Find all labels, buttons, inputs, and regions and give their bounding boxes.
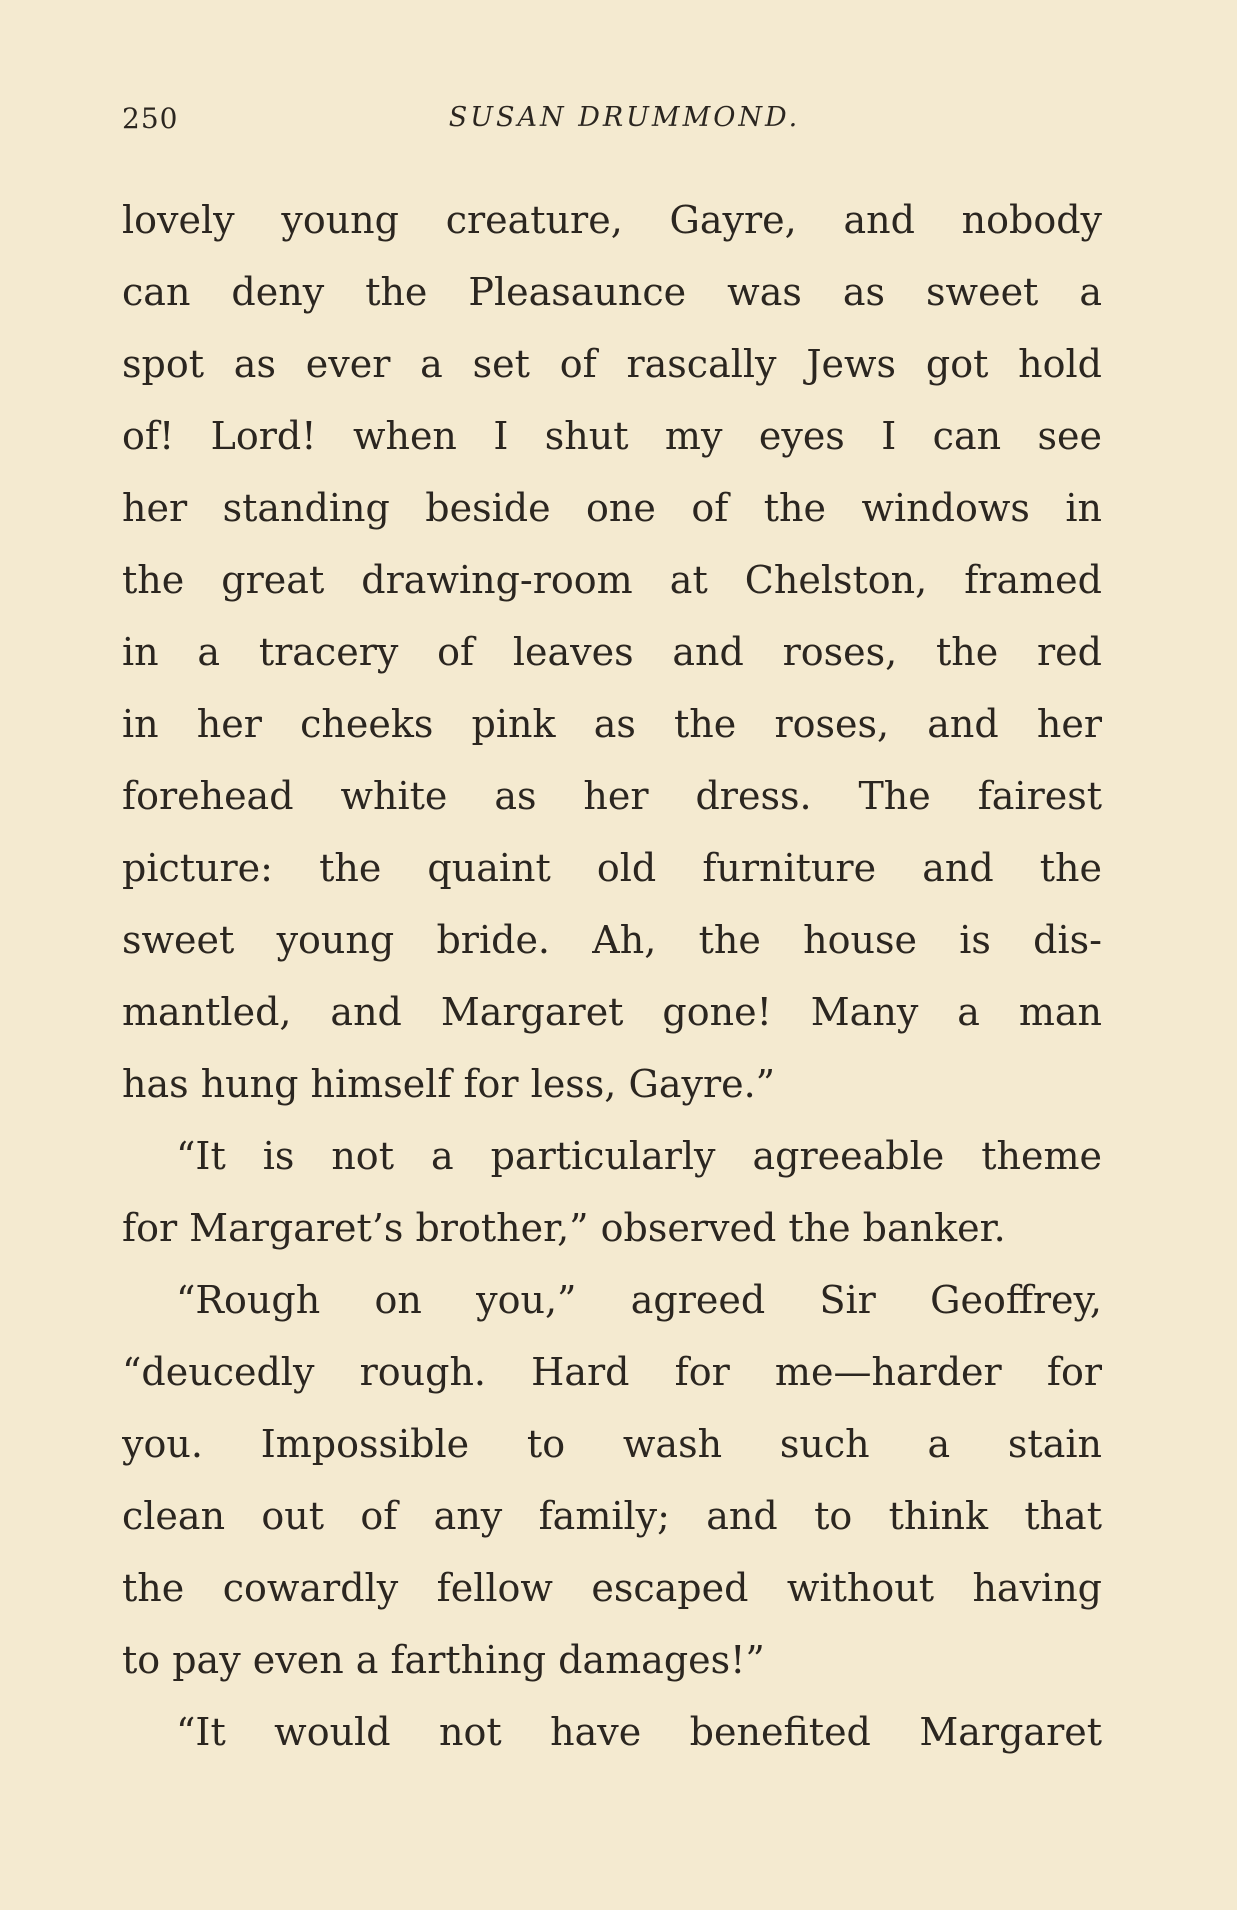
text-line: clean out of any family; and to think that (122, 1494, 1102, 1538)
text-line: “Rough on you,” agreed Sir Geoffrey, (176, 1278, 1102, 1322)
text-line: of! Lord! when I shut my eyes I can see (122, 414, 1102, 458)
text-line: to pay even a farthing damages!” (122, 1638, 765, 1682)
text-line: spot as ever a set of rascally Jews got hold (122, 342, 1102, 386)
text-line: “It is not a particularly agreeable theme (176, 1134, 1102, 1178)
text-line: sweet young bride. Ah, the house is dis- (122, 918, 1102, 962)
text-line: in her cheeks pink as the roses, and her (122, 702, 1102, 746)
text-line: “deucedly rough. Hard for me—harder for (122, 1350, 1102, 1394)
text-line: picture: the quaint old furniture and the (122, 846, 1102, 890)
text-line: lovely young creature, Gayre, and nobody (122, 198, 1102, 242)
text-line: has hung himself for less, Gayre.” (122, 1062, 776, 1106)
text-line: her standing beside one of the windows in (122, 486, 1102, 530)
text-line: you. Impossible to wash such a stain (122, 1422, 1102, 1466)
text-line: the great drawing-room at Chelston, framed (122, 558, 1102, 602)
text-line: mantled, and Margaret gone! Many a man (122, 990, 1102, 1034)
running-title: SUSAN DRUMMOND. (448, 102, 801, 133)
text-line: in a tracery of leaves and roses, the red (122, 630, 1102, 674)
text-line: can deny the Pleasaunce was as sweet a (122, 270, 1102, 314)
body-text (122, 184, 1102, 1768)
text-line: “It would not have benefited Margaret (176, 1710, 1102, 1754)
running-head (122, 102, 1097, 142)
text-line: for Margaret’s brother,” observed the banker. (122, 1206, 1006, 1250)
page-number: 250 (122, 102, 179, 135)
text-line: forehead white as her dress. The fairest (122, 774, 1102, 818)
text-line: the cowardly fellow escaped without having (122, 1566, 1102, 1610)
